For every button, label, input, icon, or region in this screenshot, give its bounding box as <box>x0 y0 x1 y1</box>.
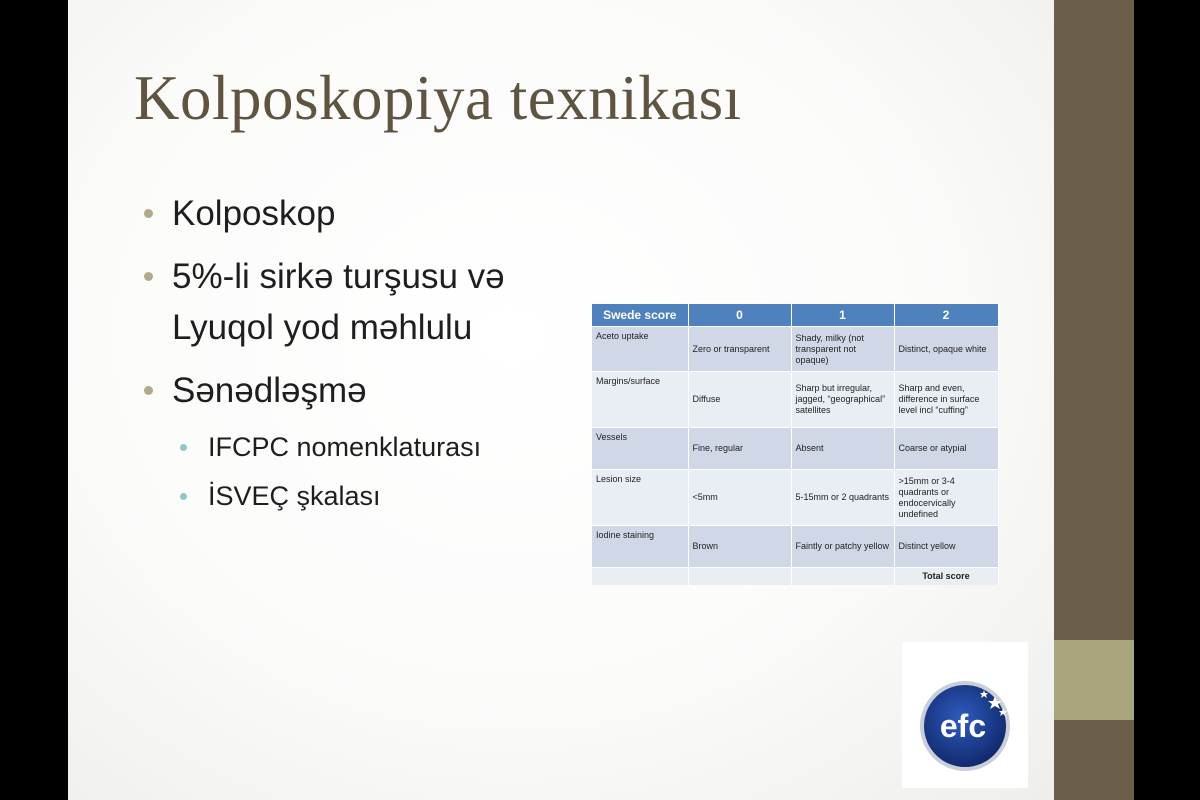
table-row <box>592 428 998 470</box>
bullet-dot-icon <box>144 209 153 218</box>
bullet-item <box>144 365 604 416</box>
sub-bullet-text: İSVEÇ şkalası <box>208 481 381 511</box>
table-cell: Absent <box>791 428 894 470</box>
table-cell: Distinct, opaque white <box>894 327 998 372</box>
table-cell: <5mm <box>688 470 791 526</box>
table-cell: Margins/surface <box>592 372 688 428</box>
sub-bullet-dot-icon <box>180 444 187 451</box>
table-cell: Iodine staining <box>592 526 688 568</box>
table-header-row <box>592 304 998 327</box>
table-cell: Lesion size <box>592 470 688 526</box>
table-header-cell: 0 <box>688 304 791 327</box>
table-row <box>592 372 998 428</box>
bullet-text: Kolposkop <box>172 194 336 233</box>
bullet-text: 5%-li sirkə turşusu və Lyuqol yod məhlulu <box>172 257 505 347</box>
table-cell: Coarse or atypial <box>894 428 998 470</box>
sub-bullet-text: IFCPC nomenklaturası <box>208 432 482 462</box>
bullet-list <box>144 188 604 526</box>
table-cell: 5-15mm or 2 quadrants <box>791 470 894 526</box>
table-cell <box>791 568 894 585</box>
table-header-cell: Swede score <box>592 304 688 327</box>
table-cell: Distinct yellow <box>894 526 998 568</box>
sub-bullet-item <box>144 477 604 515</box>
swede-score-table <box>592 304 999 585</box>
bullet-text: Sənədləşmə <box>172 371 367 410</box>
sub-bullet-dot-icon <box>180 493 187 500</box>
table-cell: >15mm or 3-4 quadrants or endocervically undefined <box>894 470 998 526</box>
logo-text: efc <box>939 708 987 744</box>
table-row <box>592 526 998 568</box>
table-cell: Aceto uptake <box>592 327 688 372</box>
table-cell: Vessels <box>592 428 688 470</box>
table-cell: Zero or transparent <box>688 327 791 372</box>
slide <box>68 0 1054 800</box>
table-cell: Sharp and even, difference in surface level incl “cuffing” <box>894 372 998 428</box>
efc-logo <box>902 642 1028 788</box>
table-total-row <box>592 568 998 585</box>
table-header-cell: 1 <box>791 304 894 327</box>
table-row <box>592 327 998 372</box>
total-score-cell: Total score <box>894 568 998 585</box>
table-cell: Fine, regular <box>688 428 791 470</box>
table-header-cell: 2 <box>894 304 998 327</box>
slide-title: Kolposkopiya texnikası <box>134 63 742 133</box>
table-cell: Shady, milky (not transparent not opaque) <box>791 327 894 372</box>
table-cell <box>688 568 791 585</box>
table-cell: Sharp but irregular, jagged, “geographical” satellites <box>791 372 894 428</box>
bullet-dot-icon <box>144 272 153 281</box>
table-cell: Faintly or patchy yellow <box>791 526 894 568</box>
bullet-item <box>144 251 604 353</box>
bullet-item <box>144 188 604 239</box>
table-cell: Diffuse <box>688 372 791 428</box>
table-cell <box>592 568 688 585</box>
table-row <box>592 470 998 526</box>
sub-bullet-item <box>144 428 604 466</box>
logo-box <box>902 642 1028 788</box>
side-decor-accent <box>1054 640 1134 720</box>
table-cell: Brown <box>688 526 791 568</box>
bullet-dot-icon <box>144 386 153 395</box>
